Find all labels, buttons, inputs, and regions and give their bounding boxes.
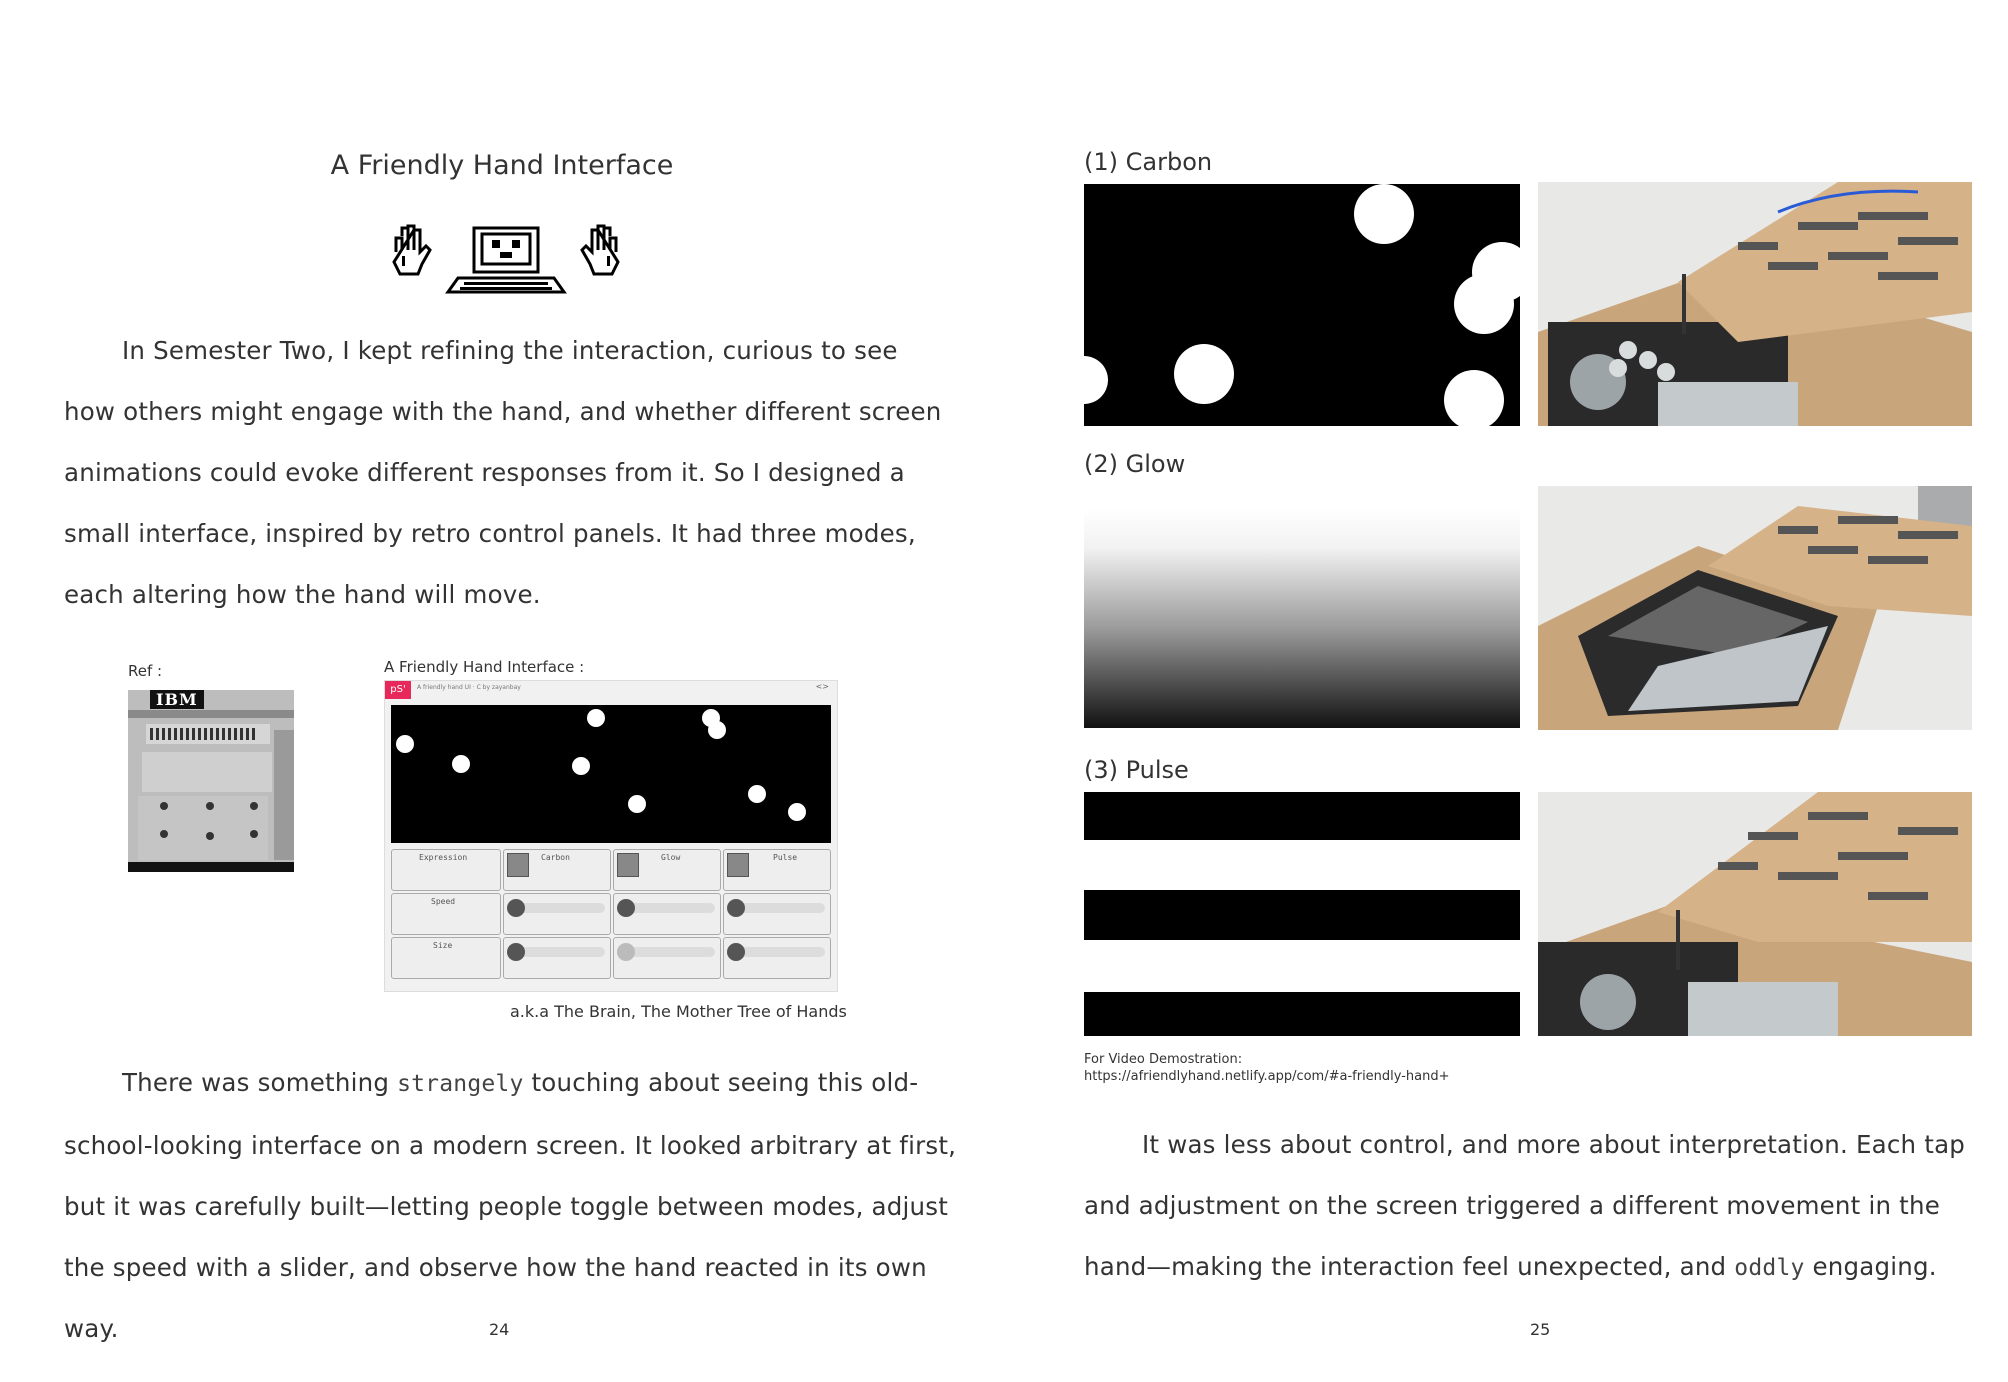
ref-label: Ref : <box>128 662 163 680</box>
text-line: small interface, inspired by retro control panels. It had three modes, <box>64 519 916 548</box>
speed-slider-handle[interactable] <box>727 899 745 917</box>
ui-row-label: Speed <box>431 897 456 906</box>
pulse-animation-panel <box>1084 792 1520 1036</box>
emphasis-word: strangely <box>397 1071 524 1097</box>
interface-label: A Friendly Hand Interface : <box>384 658 585 676</box>
text-line: and adjustment on the screen triggered a different movement in the <box>1084 1191 1940 1220</box>
ui-mode-label: Pulse <box>773 853 798 862</box>
text-line <box>1084 1236 1984 1299</box>
glow-device-photo <box>1538 486 1972 730</box>
text-line: It was less about control, and more about interpretation. Each tap <box>1142 1130 1966 1159</box>
text-line: In Semester Two, I kept refining the interaction, curious to see <box>122 336 898 365</box>
page-number: 24 <box>489 1320 510 1339</box>
size-slider-handle[interactable] <box>727 943 745 961</box>
video-label: For Video Demostration: <box>1084 1052 1243 1067</box>
section-label-glow: (2) Glow <box>1084 450 1186 478</box>
ibm-logo: IBM <box>150 690 204 709</box>
text-line: the speed with a slider, and observe how the hand reacted in its own way. <box>64 1253 927 1343</box>
text-span: There was something <box>122 1068 398 1097</box>
ui-control-grid <box>391 849 831 981</box>
ui-header-text: A friendly hand UI · C by zayanbay <box>417 684 521 691</box>
intro-paragraph <box>64 320 964 625</box>
pulse-toggle[interactable] <box>727 853 749 877</box>
code-icon: <> <box>815 682 829 691</box>
hands-computer-illustration <box>388 222 624 298</box>
size-slider-handle[interactable] <box>617 943 635 961</box>
ui-row-label: Expression <box>419 853 468 862</box>
text-span: touching about seeing this old- <box>523 1068 919 1097</box>
size-slider-handle[interactable] <box>507 943 525 961</box>
ibm-reference-photo <box>128 690 294 872</box>
speed-slider-handle[interactable] <box>507 899 525 917</box>
carbon-toggle[interactable] <box>507 853 529 877</box>
glow-animation-panel <box>1084 508 1520 728</box>
text-line <box>64 1052 984 1115</box>
text-span: engaging. <box>1804 1252 1937 1281</box>
carbon-device-photo <box>1538 182 1972 426</box>
text-line: each altering how the hand will move. <box>64 580 541 609</box>
closing-paragraph <box>64 1052 984 1359</box>
section-label-carbon: (1) Carbon <box>1084 148 1213 176</box>
glow-toggle[interactable] <box>617 853 639 877</box>
text-span: hand—making the interaction feel unexpected, and <box>1084 1252 1735 1281</box>
page-title: A Friendly Hand Interface <box>330 150 674 181</box>
ui-mode-label: Carbon <box>541 853 570 862</box>
carbon-animation-panel <box>1084 184 1520 426</box>
ui-row-label: Size <box>433 941 453 950</box>
speed-slider-handle[interactable] <box>617 899 635 917</box>
right-page <box>1004 0 2008 1382</box>
text-line: school-looking interface on a modern screen. It looked arbitrary at first, <box>64 1131 957 1160</box>
text-line: animations could evoke different responses from it. So I designed a <box>64 458 905 487</box>
page-number: 25 <box>1530 1320 1551 1339</box>
pulse-device-photo <box>1538 792 1972 1036</box>
text-line: but it was carefully built—letting people toggle between modes, adjust <box>64 1192 949 1221</box>
ui-logo: pS' <box>385 681 411 699</box>
text-line: how others might engage with the hand, and whether different screen <box>64 397 942 426</box>
ui-mode-label: Glow <box>661 853 681 862</box>
video-link[interactable]: https://afriendlyhand.netlify.app/com/#a-friendly-hand+ <box>1084 1069 1450 1084</box>
right-closing-paragraph <box>1084 1114 1984 1299</box>
section-label-pulse: (3) Pulse <box>1084 756 1189 784</box>
interface-screenshot <box>384 680 838 992</box>
ui-animation-canvas <box>391 705 831 843</box>
interface-caption: a.k.a The Brain, The Mother Tree of Hands <box>510 1002 847 1021</box>
emphasis-word: oddly <box>1734 1255 1805 1281</box>
